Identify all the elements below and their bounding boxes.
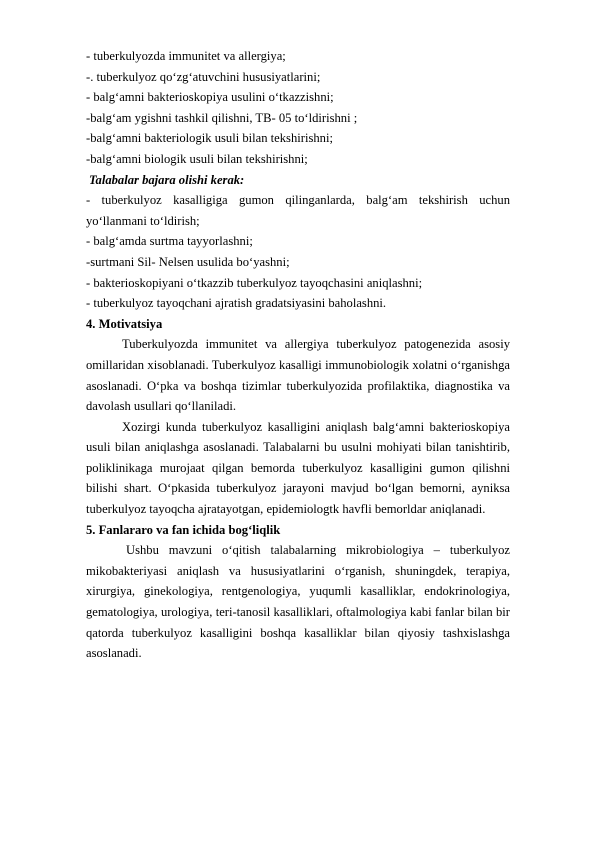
list-item: -surtmani Sil- Nelsen usulida bo‘yashni; [86,254,290,269]
paragraph: Ushbu mavzuni o‘qitish talabalarning mikrobiologiya – tuberkulyoz mikobakteriyasi aniqlash va hususiyatlarini o‘rganish, shuningdek, terapiya, xirurgiya, ginekologiya, rentgenologiya, yuqumli kasalliklar, endokrinologiya, gematologiya, urologiya, teri-tanosil kasalliklari, oftalmologiya kabi fanlar bilan bir qatorda tuberkulyoz kasalligini boshqa kasalliklar bilan qiyosiy tashxislashga asoslanadi. [86,543,510,661]
list-item: - balg‘amni bakterioskopiya usulini o‘tkazzishni; [86,90,334,105]
list-item: - tuberkulyozda immunitet va allergiya; [86,49,286,63]
list-item: -balg‘am ygishni tashkil qilishni, TB- 05 to‘ldirishni ; [86,110,358,125]
paragraph: Tuberkulyozda immunitet va allergiya tuberkulyoz patogenezida asosiy omillaridan xisoblanadi. Tuberkulyoz kasalligi immunobiologik xolatni o‘rganishga asoslanadi. O‘pka va boshqa tizimlar tuberkulyozida profilaktika, diagnostika va davolash usullari qo‘llaniladi. [86,337,510,414]
list-item: - tuberkulyoz kasalligiga gumon qilinganlarda, balg‘am tekshirish uchun yo‘llanmani to‘ldirish; [86,193,510,228]
page-content [86,46,510,664]
list-item: -balg‘amni biologik usuli bilan tekshirishni; [86,151,308,166]
skills-subheading: Talabalar bajara olishi kerak: [89,172,245,187]
section-heading-motivation: 4. Motivatsiya [86,316,163,331]
list-item: - bakterioskopiyani o‘tkazzib tuberkulyoz tayoqchasini aniqlashni; [86,275,423,290]
paragraph: Xozirgi kunda tuberkulyoz kasalligini aniqlash balg‘amni bakterioskopiya usuli bilan aniqlashga asoslanadi. Talabalarni bu usulni mohiyati bilan tanishtirib, poliklinikaga murojaat qilgan bemorda tuberkulyoz kasalligini gumon qilishni bilishi shart. O‘pkasida tuberkulyoz jarayoni mavjud bo‘lgan bemorni, ayniksa tuberkulyoz tayoqcha ajratayotgan, epidemiologtk havfli bemorldar aniqlanadi. [86,419,510,517]
list-item: - tuberkulyoz tayoqchani ajratish gradatsiyasini baholashni. [86,296,387,311]
list-item: -. tuberkulyoz qo‘zg‘atuvchini hususiyatlarini; [86,69,321,84]
list-item: -balg‘amni bakteriologik usuli bilan tekshirishni; [86,131,333,146]
list-item: - balg‘amda surtma tayyorlashni; [86,234,253,249]
section-heading-interdisciplinary: 5. Fanlararo va fan ichida bog‘liqlik [86,522,281,537]
